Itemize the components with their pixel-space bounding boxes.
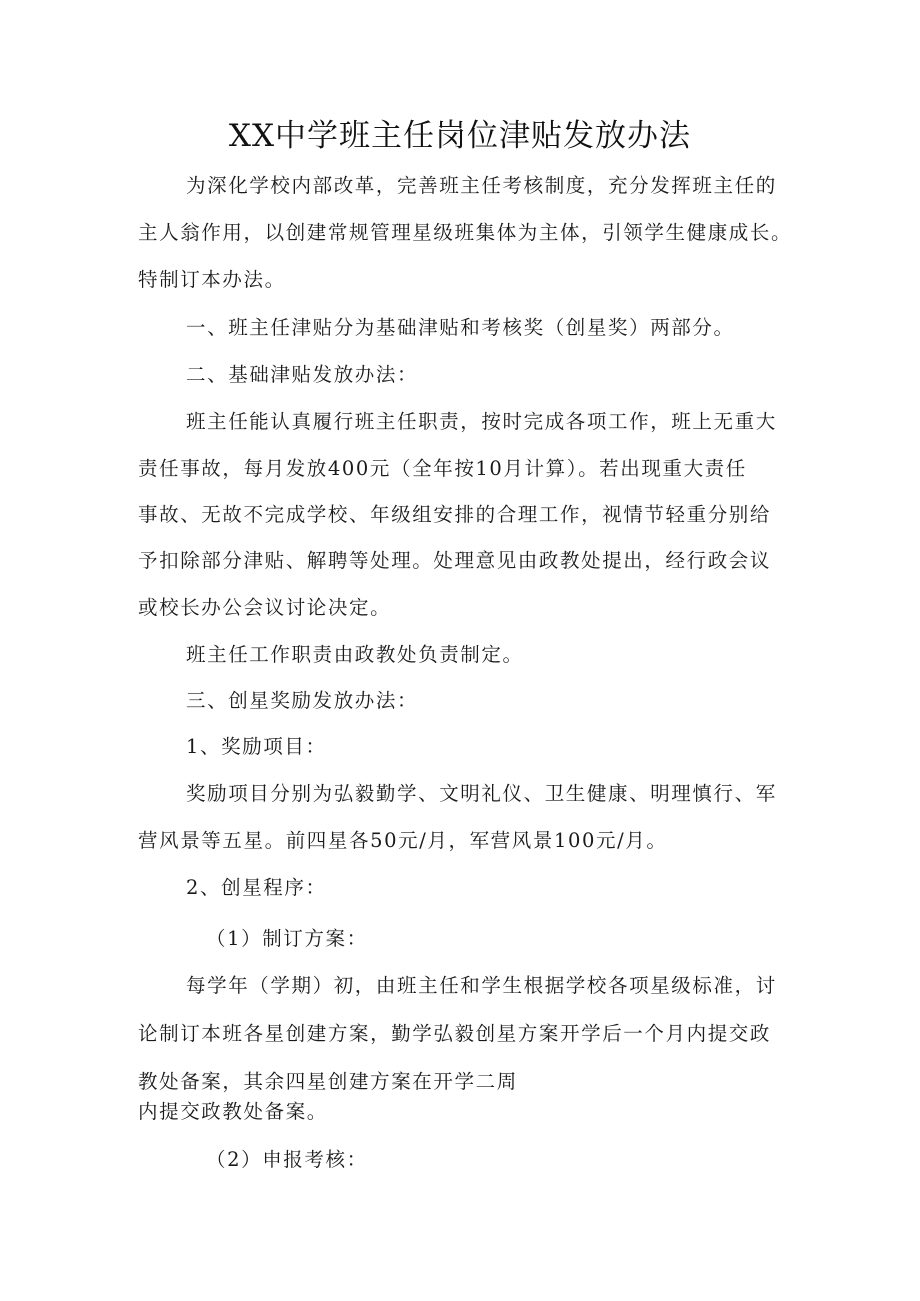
paragraph-line: 论制订本班各星创建方案，勤学弘毅创星方案开学后一个月内提交政	[138, 1022, 772, 1045]
paragraph-line: 主人翁作用，以创建常规管理星级班集体为主体，引领学生健康成长。	[138, 221, 793, 244]
paragraph-line: 班主任能认真履行班主任职责，按时完成各项工作，班上无重大	[186, 410, 777, 433]
subsection-heading: 2、创星程序：	[186, 876, 327, 899]
paragraph-line: 内提交政教处备案。	[138, 1100, 328, 1123]
paragraph-line: 教处备案，其余四星创建方案在开学二周	[138, 1070, 518, 1093]
paragraph-line: 特制订本办法。	[138, 268, 286, 291]
paragraph-line: 班主任工作职责由政教处负责制定。	[186, 643, 524, 666]
paragraph-line: 予扣除部分津贴、解聘等处理。处理意见由政教处提出，经行政会议	[138, 549, 772, 572]
subsection-heading: （1）制订方案：	[206, 927, 368, 950]
section-heading: 三、创星奖励发放办法：	[186, 689, 419, 712]
subsection-heading: （2）申报考核：	[206, 1148, 368, 1171]
paragraph-line: 责任事故，每月发放400元（全年按10月计算）。若出现重大责任	[138, 457, 747, 480]
paragraph-line: 事故、无故不完成学校、年级组安排的合理工作，视情节轻重分别给	[138, 503, 772, 526]
document-title: XX中学班主任岗位津贴发放办法	[228, 118, 692, 154]
paragraph-line: 营风景等五星。前四星各50元/月，军营风景100元/月。	[138, 829, 668, 852]
subsection-heading: 1、奖励项目：	[186, 735, 327, 758]
paragraph-line: 或校长办公会议讨论决定。	[138, 596, 392, 619]
paragraph-line: 为深化学校内部改革，完善班主任考核制度，充分发挥班主任的	[186, 174, 777, 197]
section-heading: 一、班主任津贴分为基础津贴和考核奖（创星奖）两部分。	[186, 316, 735, 339]
paragraph-line: 每学年（学期）初，由班主任和学生根据学校各项星级标准，讨	[186, 974, 777, 997]
section-heading: 二、基础津贴发放办法：	[186, 363, 419, 386]
paragraph-line: 奖励项目分别为弘毅勤学、文明礼仪、卫生健康、明理慎行、军	[186, 782, 777, 805]
